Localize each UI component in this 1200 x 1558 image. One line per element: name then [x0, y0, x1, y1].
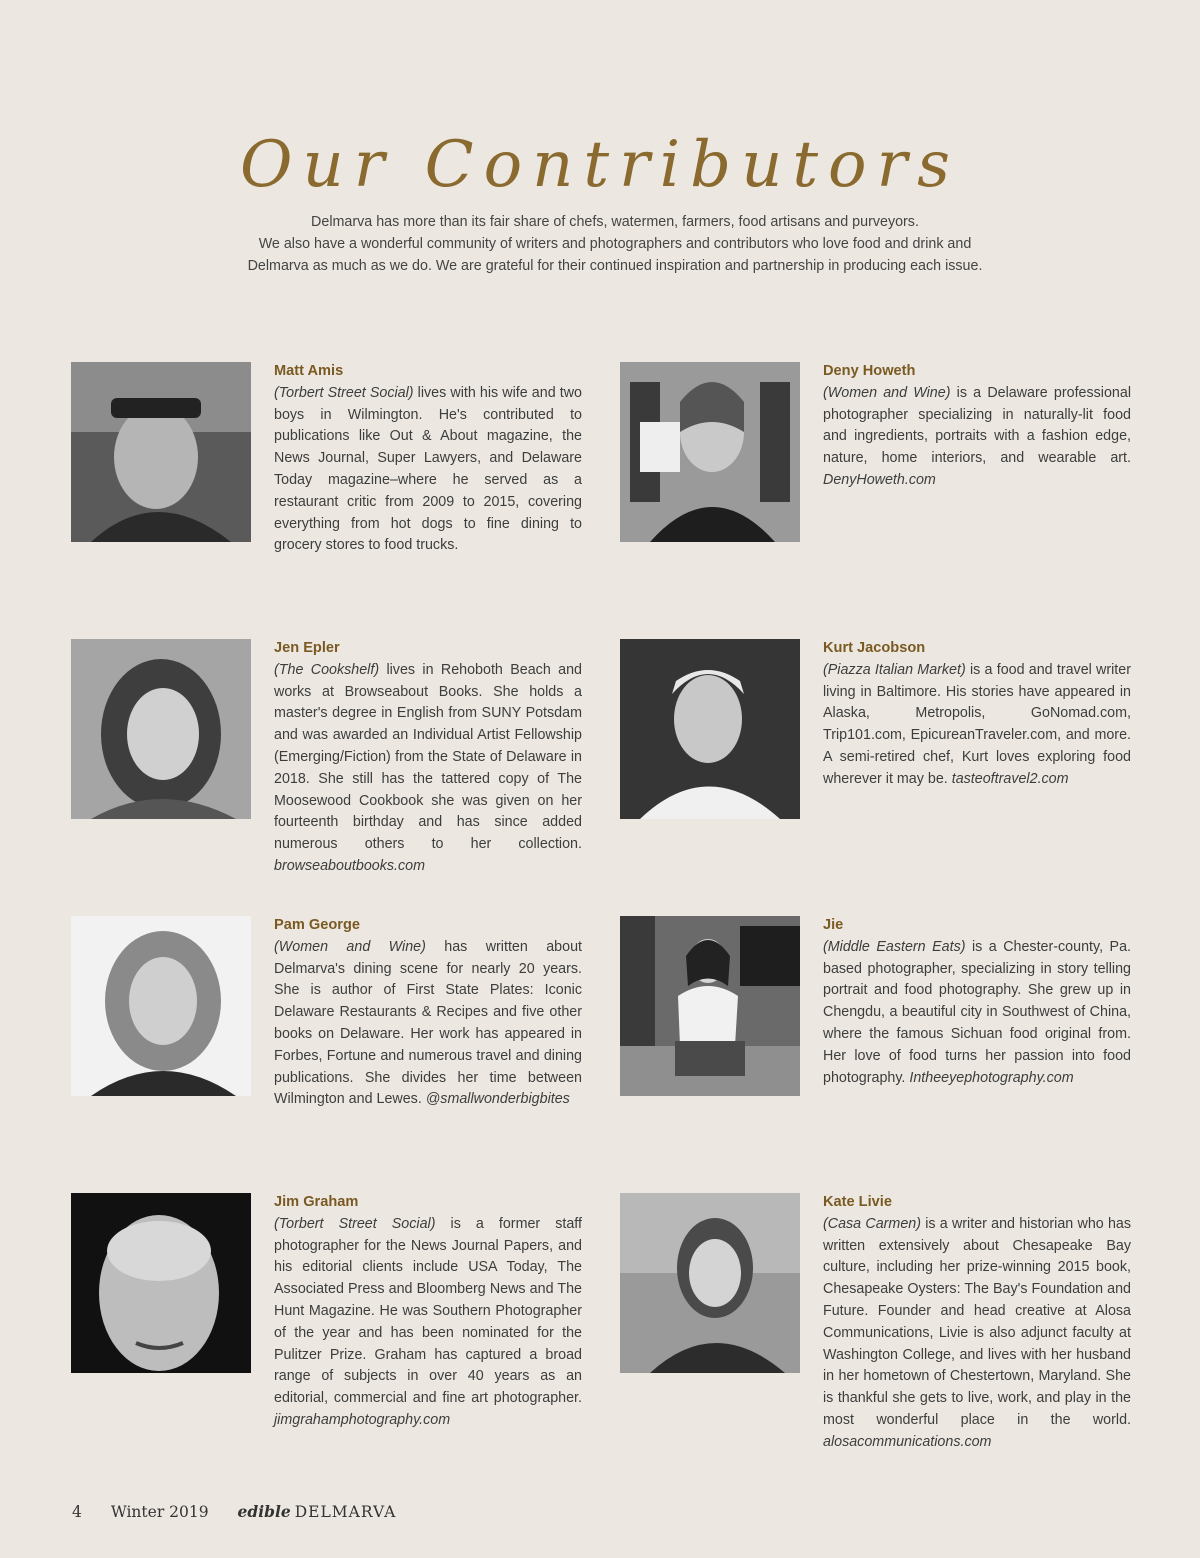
intro-line: Delmarva as much as we do. We are grateful for their continued inspiration and partnership in producing each issue. — [247, 258, 983, 274]
contributor-bio — [823, 638, 1131, 791]
contributor-text: lives with his wife and two boys in Wilmington. He's contributed to publications like Out & About magazine, the News Journal, Super Lawyers, and Delaware Today magazine–where he served as a restaurant critic from 2009 to 2015, covering everything from hot dogs to fine dining to grocery stores to food trucks. — [274, 384, 582, 554]
contributor-text: is a writer and historian who has written extensively about Chesapeake Bay culture, including her prize-winning 2015 book, Chesapeake Oysters: The Bay's Foundation and Future. Founder and head creative at Alosa Communications, Livie is also adjunct faculty at Washington College, and lives with her husband in her hometown of Chestertown, Maryland. She is thankful she gets to live, work, and play in the most wonderful place in the world. — [823, 1215, 1132, 1428]
contributor-bio — [274, 915, 582, 1111]
contributor-role: (Middle Eastern Eats) — [823, 938, 966, 955]
contributor-role: (Women and Wine) — [274, 938, 426, 955]
contributor-text: is a Delaware professional photographer specializing in naturally-lit food and ingredients, portraits with a fashion edge, nature, home interiors, and wearable art. — [823, 384, 1131, 467]
contributor-role: (The Cookshelf) — [274, 661, 380, 678]
intro-line: Delmarva has more than its fair share of chefs, watermen, farmers, food artisans and purveyors. — [311, 214, 919, 230]
contributor-role: (Women and Wine) — [823, 384, 951, 401]
contributor-entry — [620, 1193, 1132, 1450]
contributor-name: Jim Graham — [274, 1194, 359, 1210]
contributor-text: is a food and travel writer living in Baltimore. His stories have appeared in Alaska, Metropolis, GoNomad.com, Trip101.com, EpicureanTraveler.com, and more. A semi-retired chef, Kurt loves exploring food wherever it may be. — [823, 661, 1131, 787]
contributor-bio — [823, 1192, 1131, 1454]
contributor-link[interactable]: DenyHoweth.com — [823, 471, 936, 488]
contributor-entry — [71, 1193, 583, 1428]
contributor-bio — [823, 361, 1131, 492]
contributor-entry — [71, 916, 583, 1146]
page-title: Our Contributors — [240, 128, 960, 202]
contributor-entry — [620, 916, 1132, 1146]
contributor-photo — [620, 639, 800, 819]
contributor-role: (Torbert Street Social) — [274, 384, 414, 401]
page-footer — [72, 1502, 420, 1521]
contributor-text: has written about Delmarva's dining scene for nearly 20 years. She is author of First State Plates: Iconic Delaware Restaurants & Recipes and five other books on Delaware. Her work has appeared in Forbes, Fortune and numerous travel and dining publications. She divides her time between Wilmington and Lewes. — [274, 938, 582, 1108]
contributor-role: (Torbert Street Social) — [274, 1215, 436, 1232]
contributor-text: lives in Rehoboth Beach and works at Browseabout Books. She holds a master's degree in English from SUNY Potsdam and was awarded an Individual Artist Fellowship (Emerging/Fiction) from the State of Delaware in 2018. She still has the tattered copy of The Moosewood Cookbook she was given on her fourteenth birthday and has since added numerous others to her collection. — [274, 661, 582, 853]
contributor-bio — [823, 915, 1131, 1089]
contributor-name: Jen Epler — [274, 640, 340, 656]
contributor-entry — [620, 362, 1132, 592]
contributor-bio — [274, 638, 582, 878]
intro-line: We also have a wonderful community of writers and photographers and contributors who love food and drink and — [258, 236, 972, 252]
contributor-bio — [274, 1192, 582, 1432]
contributor-link[interactable]: tasteoftravel2.com — [951, 770, 1069, 787]
contributor-entry — [71, 362, 583, 592]
contributor-name: Pam George — [274, 917, 360, 933]
contributor-text: is a Chester-county, Pa. based photographer, specializing in story telling portrait and food photography. She grew up in Chengdu, a beautiful city in Southwest of China, where the famous Sichuan food original from. Her love of food turns her passion into food photography. — [823, 938, 1131, 1086]
contributor-photo — [620, 362, 800, 542]
brand-name: DELMARVA — [294, 1503, 397, 1521]
contributor-link[interactable]: browseaboutbooks.com — [274, 857, 425, 874]
contributor-text: is a former staff photographer for the News Journal Papers, and his editorial clients include USA Today, The Associated Press and Bloomberg News and The Hunt Magazine. He was Southern Photographer of the year and has been nominated for the Pulitzer Prize. Graham has captured a broad range of subjects in over 40 years as an editorial, commercial and fine art photographer. — [274, 1215, 582, 1407]
contributor-role: (Piazza Italian Market) — [823, 661, 966, 678]
contributor-link[interactable]: @smallwonderbigbites — [425, 1091, 570, 1108]
contributor-name: Deny Howeth — [823, 363, 916, 379]
contributor-role: (Casa Carmen) — [823, 1215, 921, 1232]
brand-prefix: edible — [237, 1502, 291, 1521]
intro-text — [150, 211, 1080, 277]
contributor-photo — [71, 639, 251, 819]
contributor-name: Matt Amis — [274, 363, 344, 379]
contributor-entry — [71, 639, 583, 874]
contributor-photo — [620, 1193, 800, 1373]
contributor-link[interactable]: Intheeyephotography.com — [909, 1069, 1074, 1086]
issue-label: Winter 2019 — [110, 1503, 209, 1521]
contributor-name: Kate Livie — [823, 1194, 892, 1210]
contributor-bio — [274, 361, 582, 557]
contributor-name: Jie — [823, 917, 844, 933]
contributor-entry — [620, 639, 1132, 869]
contributor-photo — [71, 916, 251, 1096]
contributor-photo — [71, 1193, 251, 1373]
contributor-name: Kurt Jacobson — [823, 640, 926, 656]
page-number: 4 — [72, 1503, 82, 1521]
contributor-photo — [71, 362, 251, 542]
contributor-link[interactable]: alosacommunications.com — [823, 1433, 992, 1450]
contributor-photo — [620, 916, 800, 1096]
contributor-link[interactable]: jimgrahamphotography.com — [274, 1411, 451, 1428]
